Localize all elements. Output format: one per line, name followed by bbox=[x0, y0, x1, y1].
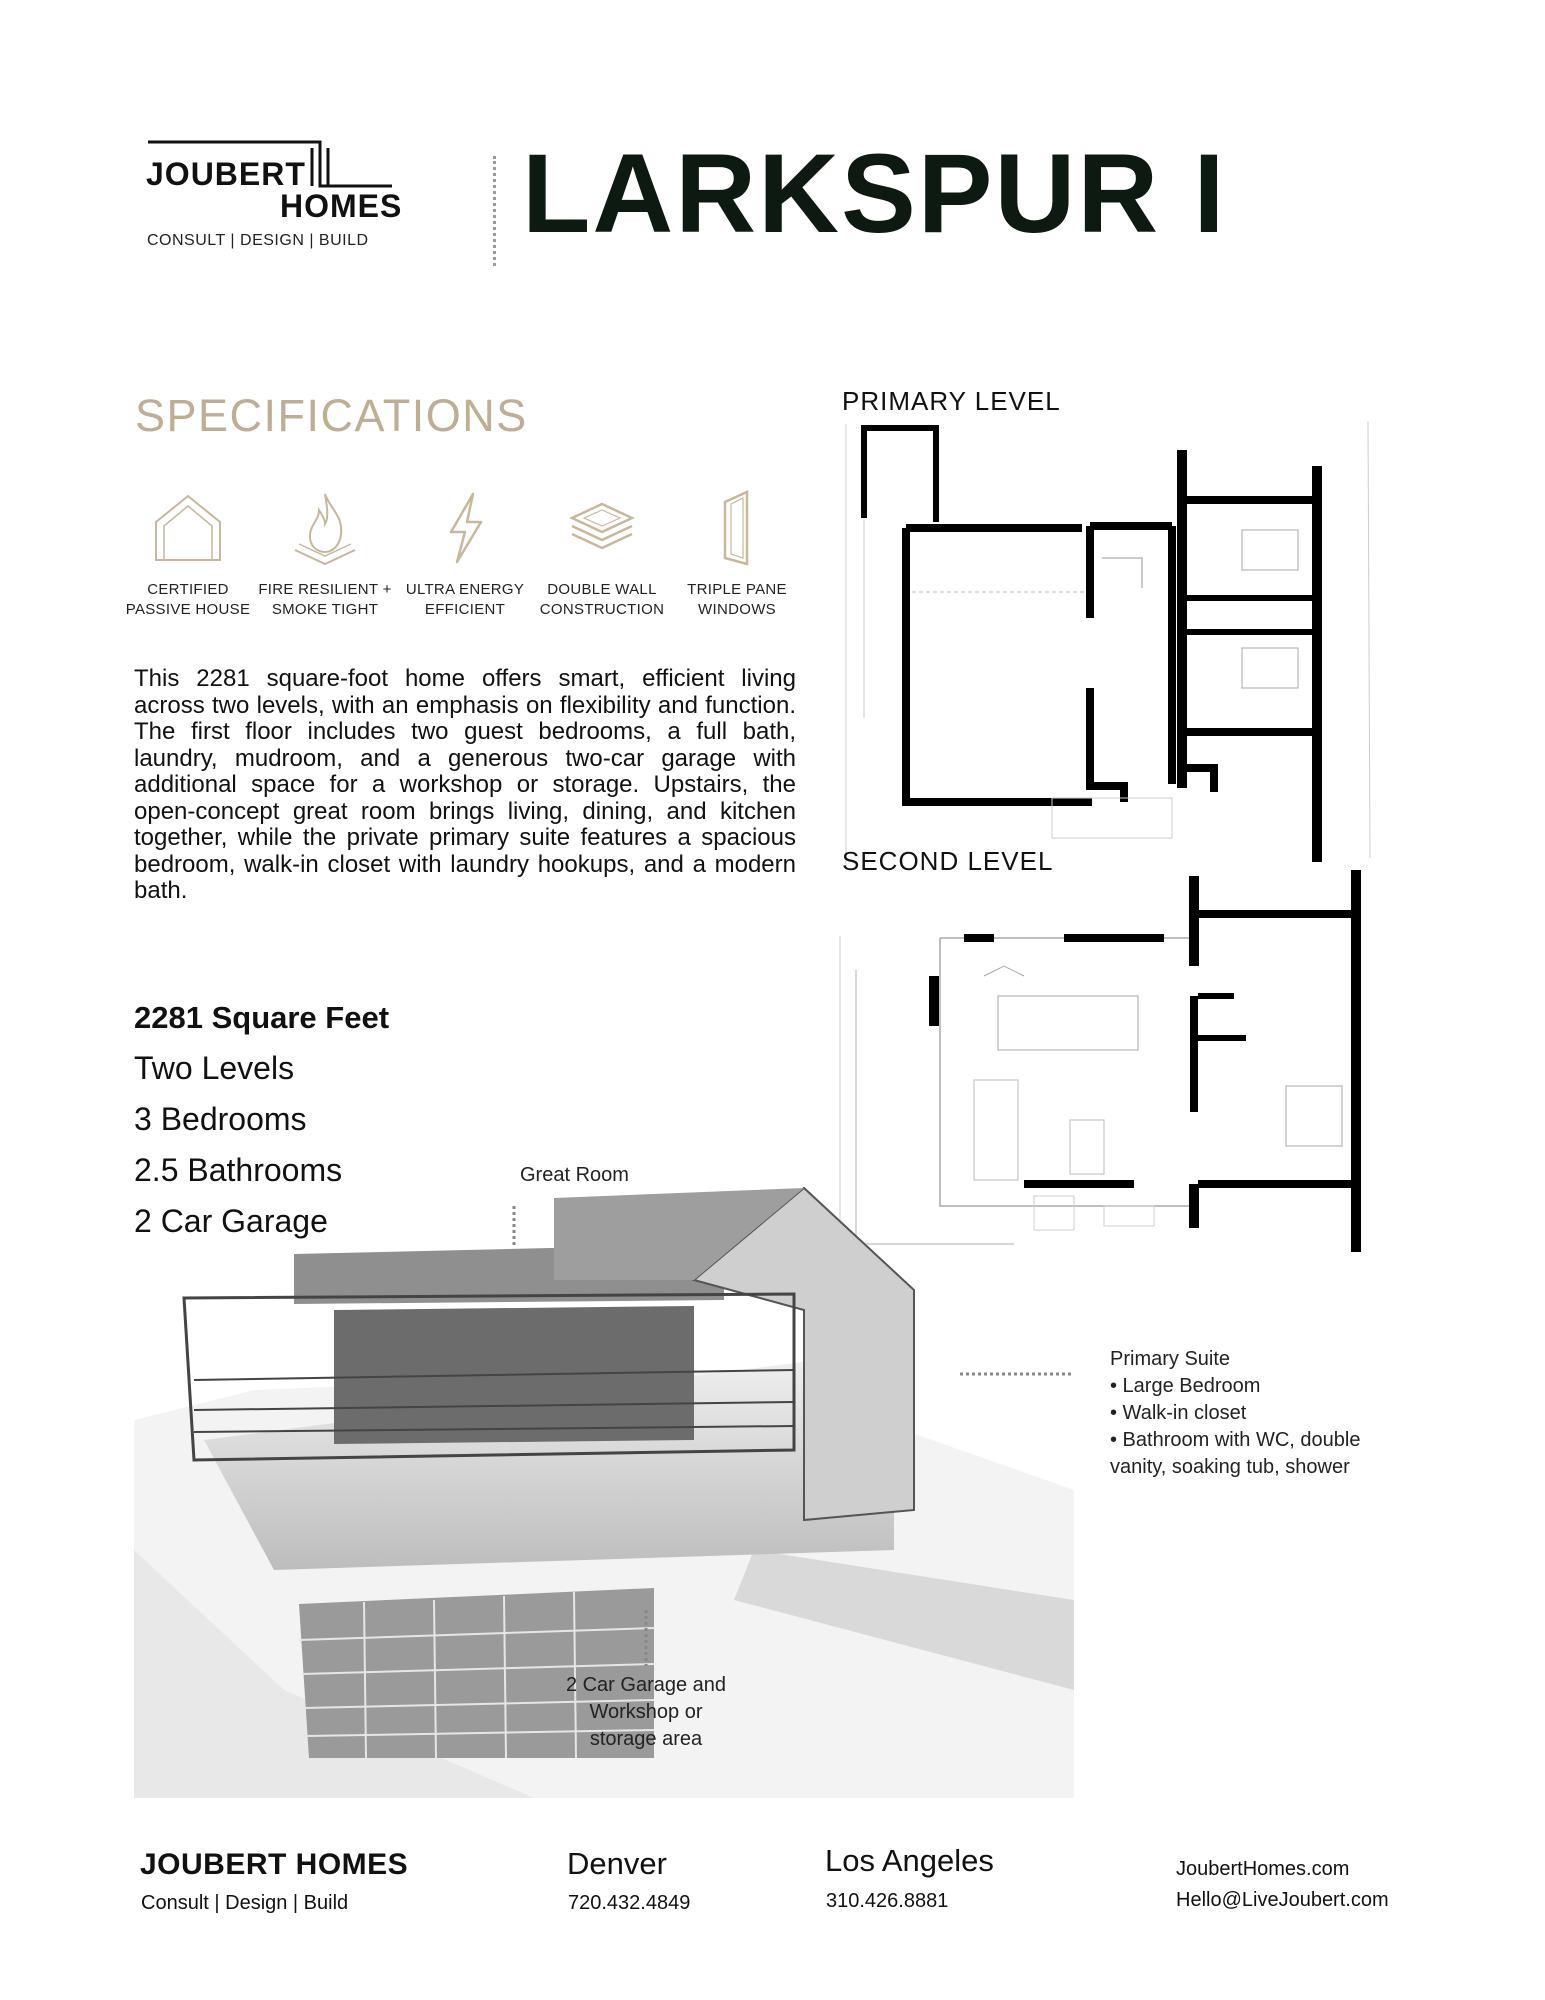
specification-icons bbox=[118, 488, 808, 628]
callout-line: Workshop or bbox=[589, 1701, 703, 1723]
callout-line: 2 Car Garage and bbox=[565, 1674, 727, 1696]
page-title: LARKSPUR I bbox=[522, 131, 1227, 256]
spec-label: CERTIFIED PASSIVE HOUSE bbox=[125, 581, 251, 618]
callout-line: Primary Suite bbox=[1110, 1348, 1231, 1370]
logo-name-line2: HOMES bbox=[280, 188, 403, 224]
callout-line: • Walk-in closet bbox=[1110, 1402, 1247, 1424]
email-link[interactable]: Hello@LiveJoubert.com bbox=[1176, 1889, 1389, 1911]
callout-line: • Bathroom with WC, double bbox=[1110, 1429, 1361, 1451]
spec-label: ULTRA ENERGY EFFICIENT bbox=[405, 581, 525, 618]
spec-label: TRIPLE PANE WINDOWS bbox=[687, 581, 787, 618]
specifications-heading: SPECIFICATIONS bbox=[135, 390, 528, 441]
layers-icon bbox=[562, 488, 642, 568]
spec-energy-efficient bbox=[395, 488, 535, 620]
callout-primary-suite bbox=[1110, 1346, 1360, 1481]
fact-levels: Two Levels bbox=[134, 1050, 295, 1086]
callout-great-room: Great Room bbox=[520, 1164, 629, 1186]
callout-line: vanity, soaking tub, shower bbox=[1110, 1456, 1350, 1478]
fact-square-feet: 2281 Square Feet bbox=[134, 1000, 390, 1035]
spec-label: FIRE RESILIENT + SMOKE TIGHT bbox=[258, 581, 392, 618]
lightning-icon bbox=[425, 488, 505, 568]
header-divider bbox=[493, 156, 496, 266]
fact-bedrooms: 3 Bedrooms bbox=[134, 1101, 307, 1137]
logo-tagline: CONSULT | DESIGN | BUILD bbox=[147, 232, 369, 249]
footer-contact bbox=[1176, 1854, 1389, 1916]
footer-tagline: Consult | Design | Build bbox=[141, 1892, 349, 1914]
office-city-los-angeles: Los Angeles bbox=[825, 1843, 994, 1878]
logo-name-line1: JOUBERT bbox=[146, 156, 306, 192]
spec-fire-resilient bbox=[255, 488, 395, 620]
office-phone-los-angeles[interactable]: 310.426.8881 bbox=[826, 1890, 949, 1912]
spec-triple-pane bbox=[667, 488, 807, 620]
second-level-label: SECOND LEVEL bbox=[842, 846, 1054, 876]
spec-label: DOUBLE WALL CONSTRUCTION bbox=[539, 581, 665, 618]
callout-line: storage area bbox=[589, 1728, 703, 1750]
house-icon bbox=[148, 488, 228, 568]
primary-level-plan bbox=[842, 418, 1382, 870]
primary-level-label: PRIMARY LEVEL bbox=[842, 386, 1061, 416]
callout-line: • Large Bedroom bbox=[1110, 1375, 1261, 1397]
fact-garage: 2 Car Garage bbox=[134, 1203, 328, 1239]
fact-bathrooms: 2.5 Bathrooms bbox=[134, 1152, 343, 1188]
flame-icon bbox=[285, 488, 365, 568]
brand-logo bbox=[140, 138, 410, 258]
window-icon bbox=[697, 488, 777, 568]
spec-double-wall bbox=[532, 488, 672, 620]
spec-passive-house bbox=[118, 488, 258, 620]
footer-brand: JOUBERT HOMES bbox=[140, 1848, 409, 1881]
office-city-denver: Denver bbox=[567, 1846, 667, 1881]
home-description: This 2281 square-foot home offers smart, efficient living across two levels, with an emphasis on flexibility and function. The first floor includes two guest bedrooms, a full bath, laundry, mudroom, and a generous two-car garage with additional space for a workshop or storage. Upstairs, the open-concept great room brings living, dining, and kitchen together, while the private primary suite features a spacious bedroom, walk-in closet with laundry hookups, and a modern bath. bbox=[134, 665, 796, 904]
website-link[interactable]: JoubertHomes.com bbox=[1176, 1858, 1350, 1880]
callout-garage bbox=[548, 1672, 744, 1753]
office-phone-denver[interactable]: 720.432.4849 bbox=[568, 1892, 691, 1914]
